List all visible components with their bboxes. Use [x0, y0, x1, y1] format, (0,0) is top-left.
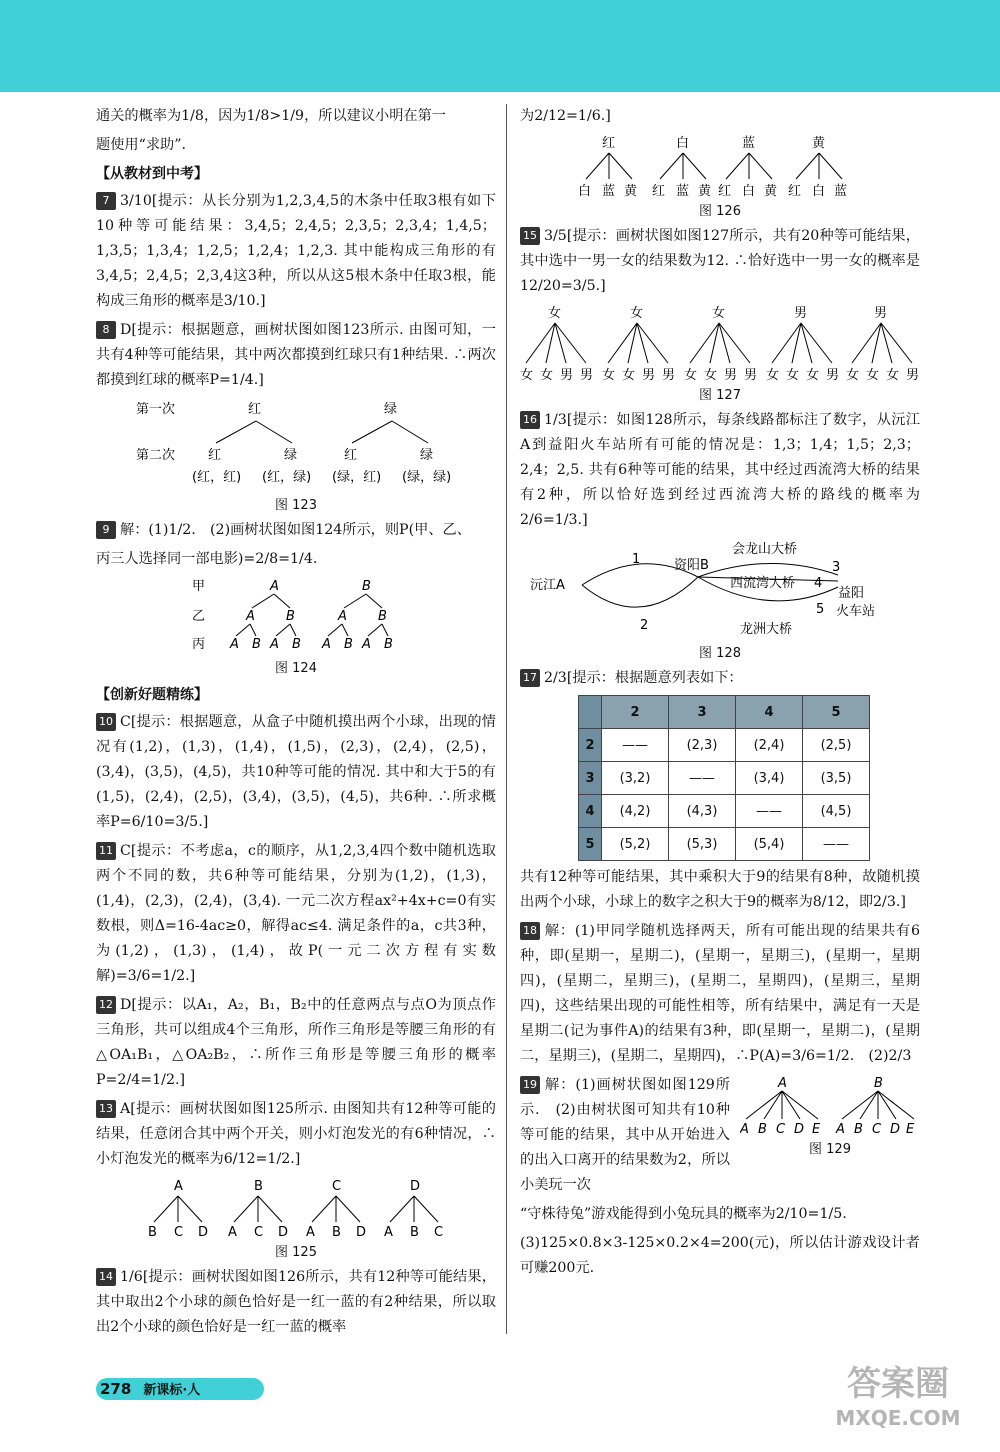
svg-text:蓝: 蓝 [742, 136, 756, 151]
question-number: 17 [520, 669, 540, 687]
answer-8: 8 D[提示：根据题意，画树状图如图123所示. 由图可知，一共有4种等可能结果，其中两次都摸到红球只有1种结果. ∴两次都摸到红球的概率P=1/4.] [96, 322, 496, 388]
svg-text:B: B [362, 579, 371, 594]
table-row: 4 (4,2) (4,3) —— (4,5) [579, 795, 870, 828]
svg-text:1: 1 [632, 552, 641, 567]
svg-text:乙: 乙 [192, 609, 206, 624]
svg-text:B: B [292, 637, 301, 652]
svg-text:A: A [778, 1076, 787, 1091]
page-footer [96, 1378, 264, 1400]
svg-text:女: 女 [786, 368, 800, 383]
caption: 图 128 [699, 646, 741, 661]
svg-text:红: 红 [718, 184, 732, 199]
svg-text:B: B [252, 637, 261, 652]
top-color-band [0, 0, 1000, 92]
svg-text:女: 女 [866, 368, 880, 383]
svg-text:D: D [278, 1225, 289, 1240]
svg-text:D: D [356, 1225, 367, 1240]
route-diagram-128 [520, 537, 920, 641]
svg-text:C: C [434, 1225, 444, 1240]
svg-text:男: 男 [744, 368, 758, 383]
answer-7: 7 3/10[提示：从长分别为1,2,3,4,5的木条中任取3根有如下10种等可能结果：3,4,5；2,4,5；2,3,5；2,3,4；1,4,5；1,3,5；1,3,4；1,2,5；1,2,4；1,2,3. 其中能构成三角形的有3,4,5；2,4,5；2,3,4这3种，所以从这5根木条中任取3根，能构成三角形的概率是3/10.] [96, 193, 496, 309]
svg-text:白: 白 [742, 184, 756, 199]
svg-text:B: B [384, 637, 393, 652]
caption: 图 124 [275, 661, 317, 676]
tree-diagram-123 [96, 397, 496, 493]
svg-text:女: 女 [846, 368, 860, 383]
svg-text:会龙山大桥: 会龙山大桥 [732, 542, 798, 557]
svg-text:女: 女 [806, 368, 820, 383]
answer-14: 14 1/6[提示：画树状图如图126所示，共有12种等可能结果，其中取出2个小球的颜色恰好是一红一蓝的有2种结果，所以取出2个小球的颜色恰好是一红一蓝的概率 [96, 1269, 496, 1335]
svg-text:(红，绿): (红，绿) [262, 470, 312, 485]
svg-text:龙洲大桥: 龙洲大桥 [740, 622, 793, 637]
figure-127 [520, 303, 920, 408]
svg-text:女: 女 [712, 306, 726, 321]
figure-128 [520, 537, 920, 666]
figure-129 [740, 1073, 920, 1162]
text-line: 为2/12=1/6.] [520, 108, 611, 124]
page-number: 278 [100, 1380, 132, 1398]
svg-text:男: 男 [560, 368, 574, 383]
svg-text:女: 女 [520, 368, 534, 383]
svg-text:B: B [286, 609, 295, 624]
question-number: 9 [96, 521, 116, 539]
svg-text:A: A [228, 1225, 237, 1240]
svg-text:B: B [758, 1122, 767, 1137]
svg-text:男: 男 [794, 306, 808, 321]
figure-126 [520, 133, 920, 224]
label-first: 第一次 [136, 402, 176, 417]
svg-text:E: E [906, 1122, 915, 1137]
svg-text:男: 男 [874, 306, 888, 321]
table-header-row: 2 3 4 5 [579, 696, 870, 729]
svg-text:B: B [378, 609, 387, 624]
svg-text:2: 2 [640, 618, 649, 633]
question-number: 13 [96, 1100, 116, 1118]
svg-text:A: A [384, 1225, 393, 1240]
svg-text:女: 女 [766, 368, 780, 383]
svg-text:黄: 黄 [764, 184, 778, 199]
tree-diagram-127 [520, 303, 920, 383]
svg-text:男: 男 [724, 368, 738, 383]
svg-text:男: 男 [642, 368, 656, 383]
column-divider [506, 104, 507, 1334]
caption: 图 127 [699, 388, 741, 403]
answer-18: 18 解：(1)甲同学随机选择两天，所有可能出现的结果共有6种，即(星期一，星期二)，(星期一，星期三)，(星期一，星期四)，(星期二，星期三)，(星期二，星期四)，(星期三，星期四)，这些结果出现的可能性相等，所有结果中，满足有一天是星期二(记为事件A)的结果有3种，即(星期一，星期二)，(星期二，星期三)，(星期二，星期四)，∴P(A)=3/6=1/2. (2)2/3 [520, 923, 920, 1064]
answer-19: 19 解：(1)画树状图如图129所示. (2)由树状图可知共有10种等可能的结果，其中从开始进入的出入口离开的结果数为2，所以小美玩一次 A B A B C D E A B C D E 图 129 [520, 1073, 920, 1202]
svg-text:C: C [174, 1225, 184, 1240]
question-number: 7 [96, 192, 116, 210]
svg-text:白: 白 [812, 184, 826, 199]
question-number: 11 [96, 842, 116, 860]
svg-text:D: D [890, 1122, 901, 1137]
svg-text:3: 3 [832, 560, 841, 575]
svg-text:男: 男 [906, 368, 920, 383]
svg-text:丙: 丙 [192, 637, 206, 652]
answer-16: 16 1/3[提示：如图128所示，每条线路都标注了数字，从沅江A到益阳火车站所有可能的情况是：1,3；1,4；1,5；2,3；2,4；2,5. 共有6种等可能的结果，其中经过西流湾大桥的结果有2种，所以恰好选到经过西流湾大桥的路线的概率为2/6=1/3.] [520, 412, 920, 528]
svg-text:B: B [148, 1225, 157, 1240]
question-number: 15 [520, 227, 540, 245]
svg-text:男: 男 [826, 368, 840, 383]
answer-9: 9 解：(1)1/2. (2)画树状图如图124所示，则P(甲、乙、 [96, 518, 496, 543]
svg-text:C: C [776, 1122, 786, 1137]
svg-text:C: C [254, 1225, 264, 1240]
svg-text:A: A [230, 637, 239, 652]
svg-text:A: A [362, 637, 371, 652]
svg-text:西流湾大桥: 西流湾大桥 [730, 576, 796, 591]
svg-text:4: 4 [814, 576, 823, 591]
svg-text:A: A [246, 609, 255, 624]
caption: 图 125 [275, 1245, 317, 1260]
svg-text:E: E [812, 1122, 821, 1137]
svg-text:B: B [344, 637, 353, 652]
svg-text:蓝: 蓝 [834, 184, 848, 199]
node-red: 红 [248, 402, 262, 417]
answer-15: 15 3/5[提示：画树状图如图127所示，共有20种等可能结果，其中选中一男一女的结果数为12. ∴恰好选中一男一女的概率是12/20=3/5.] [520, 228, 920, 294]
question-number: 18 [520, 922, 540, 940]
text-block: 共有12种等可能结果，其中乘积大于9的结果有8种，故随机摸出两个小球，小球上的数字之积大于9的概率为8/12，即2/3.] [520, 869, 920, 910]
question-number: 14 [96, 1268, 116, 1286]
probability-table [578, 695, 870, 861]
text-line: 题使用“求助”. [96, 137, 186, 153]
svg-text:B: B [332, 1225, 341, 1240]
figure-124 [96, 576, 496, 681]
svg-text:沅江A: 沅江A [530, 578, 565, 593]
svg-text:C: C [872, 1122, 882, 1137]
svg-text:资阳B: 资阳B [674, 558, 709, 573]
caption: 图 126 [699, 204, 741, 219]
svg-text:益阳: 益阳 [838, 586, 865, 601]
tree-diagram-124 [96, 576, 496, 656]
text-line: (3)125×0.8×3-125×0.2×4=200(元)，所以估计游戏设计者可赚200元. [520, 1235, 920, 1276]
svg-text:绿: 绿 [420, 448, 434, 463]
svg-text:黄: 黄 [698, 184, 712, 199]
label-second: 第二次 [136, 448, 176, 463]
svg-text:B: B [874, 1076, 883, 1091]
svg-text:A: A [270, 579, 279, 594]
svg-text:C: C [332, 1179, 342, 1194]
svg-text:红: 红 [602, 136, 616, 151]
svg-text:女: 女 [886, 368, 900, 383]
table-row: 5 (5,2) (5,3) (5,4) —— [579, 828, 870, 861]
tree-diagram-125 [96, 1176, 496, 1240]
svg-text:白: 白 [676, 136, 690, 151]
svg-text:女: 女 [622, 368, 636, 383]
svg-text:女: 女 [630, 306, 644, 321]
question-number: 10 [96, 713, 116, 731]
svg-text:A: A [174, 1179, 183, 1194]
question-number: 12 [96, 996, 116, 1014]
svg-text:B: B [254, 1179, 263, 1194]
svg-text:火车站: 火车站 [836, 604, 876, 619]
tree-diagram-129 [740, 1073, 920, 1137]
section-heading: 【从教材到中考】 [96, 166, 208, 182]
text-line: 通关的概率为1/8，因为1/8>1/9，所以建议小明在第一 [96, 108, 446, 124]
svg-text:A: A [338, 609, 347, 624]
svg-text:B: B [410, 1225, 419, 1240]
svg-text:女: 女 [602, 368, 616, 383]
watermark: 答案圈 MXQE.COM [835, 1364, 961, 1430]
svg-text:蓝: 蓝 [602, 184, 616, 199]
svg-text:(红，红): (红，红) [192, 470, 242, 485]
tree-diagram-126 [520, 133, 920, 199]
right-column [520, 104, 920, 1285]
svg-text:黄: 黄 [812, 136, 826, 151]
answer-10: 10 C[提示：根据题意，从盒子中随机摸出两个小球，出现的情况有(1,2)，(1,3)，(1,4)，(1,5)，(2,3)，(2,4)，(2,5)，(3,4)，(3,5)，(4,5)，共10种等可能的情况. 其中和大于5的有(1,5)，(2,4)，(2,5)，(3,4)，(3,5)，(4,5)，共6种. ∴所求概率P=6/10=3/5.] [96, 714, 496, 830]
question-number: 8 [96, 321, 116, 339]
caption: 图 123 [275, 498, 317, 513]
left-column [96, 104, 496, 1344]
svg-text:甲: 甲 [192, 579, 206, 594]
section-heading: 【创新好题精练】 [96, 687, 208, 703]
text-line: 丙三人选择同一部电影)=2/8=1/4. [96, 551, 318, 567]
svg-text:女: 女 [684, 368, 698, 383]
svg-text:女: 女 [548, 306, 562, 321]
svg-text:绿: 绿 [284, 448, 298, 463]
svg-text:红: 红 [208, 448, 222, 463]
answer-17: 17 2/3[提示：根据题意列表如下： [520, 666, 920, 691]
svg-text:A: A [306, 1225, 315, 1240]
svg-text:D: D [794, 1122, 805, 1137]
svg-text:5: 5 [816, 602, 825, 617]
svg-text:A: A [836, 1122, 845, 1137]
svg-text:A: A [322, 637, 331, 652]
table-row: 3 (3,2) —— (3,4) (3,5) [579, 762, 870, 795]
svg-text:红: 红 [652, 184, 666, 199]
series-label: 新课标·人 [143, 1383, 201, 1398]
svg-text:红: 红 [788, 184, 802, 199]
svg-text:B: B [854, 1122, 863, 1137]
caption: 图 129 [809, 1142, 851, 1157]
question-number: 16 [520, 411, 540, 429]
svg-text:白: 白 [578, 184, 592, 199]
svg-text:蓝: 蓝 [676, 184, 690, 199]
figure-123 [96, 397, 496, 518]
svg-text:男: 男 [580, 368, 594, 383]
question-number: 19 [520, 1076, 540, 1094]
text-line: “守株待兔”游戏能得到小兔玩具的概率为2/10=1/5. [520, 1206, 847, 1222]
svg-text:男: 男 [662, 368, 676, 383]
svg-text:D: D [410, 1179, 421, 1194]
table-row: 2 —— (2,3) (2,4) (2,5) [579, 729, 870, 762]
svg-text:红: 红 [344, 448, 358, 463]
svg-text:女: 女 [540, 368, 554, 383]
svg-text:A: A [270, 637, 279, 652]
answer-11: 11 C[提示：不考虑a，c的顺序，从1,2,3,4四个数中随机选取两个不同的数，共6种等可能结果，分别为(1,2)，(1,3)，(1,4)，(2,3)，(2,4)，(3,4). 一元二次方程ax²+4x+c=0有实数根，则Δ=16-4ac≥0，解得ac≤4. 满足条件的a，c共3种，为(1,2)，(1,3)，(1,4)，故P(一元二次方程有实数解)=3/6=1/2.] [96, 843, 496, 984]
svg-text:A: A [740, 1122, 749, 1137]
svg-text:女: 女 [704, 368, 718, 383]
svg-text:(绿，红): (绿，红) [332, 470, 382, 485]
figure-125 [96, 1176, 496, 1265]
node-green: 绿 [384, 402, 398, 417]
answer-13: 13 A[提示：画树状图如图125所示. 由图知共有12种等可能的结果，任意闭合其中两个开关，则小灯泡发光的有6种情况，∴小灯泡发光的概率为6/12=1/2.] [96, 1101, 496, 1167]
svg-text:D: D [198, 1225, 209, 1240]
svg-text:(绿，绿): (绿，绿) [402, 470, 452, 485]
answer-12: 12 D[提示：以A₁，A₂，B₁，B₂中的任意两点与点O为顶点作三角形，共可以组成4个三角形，所作三角形是等腰三角形的有△OA₁B₁，△OA₂B₂，∴所作三角形是等腰三角形的概率P=2/4=1/2.] [96, 997, 496, 1088]
svg-text:黄: 黄 [624, 184, 638, 199]
